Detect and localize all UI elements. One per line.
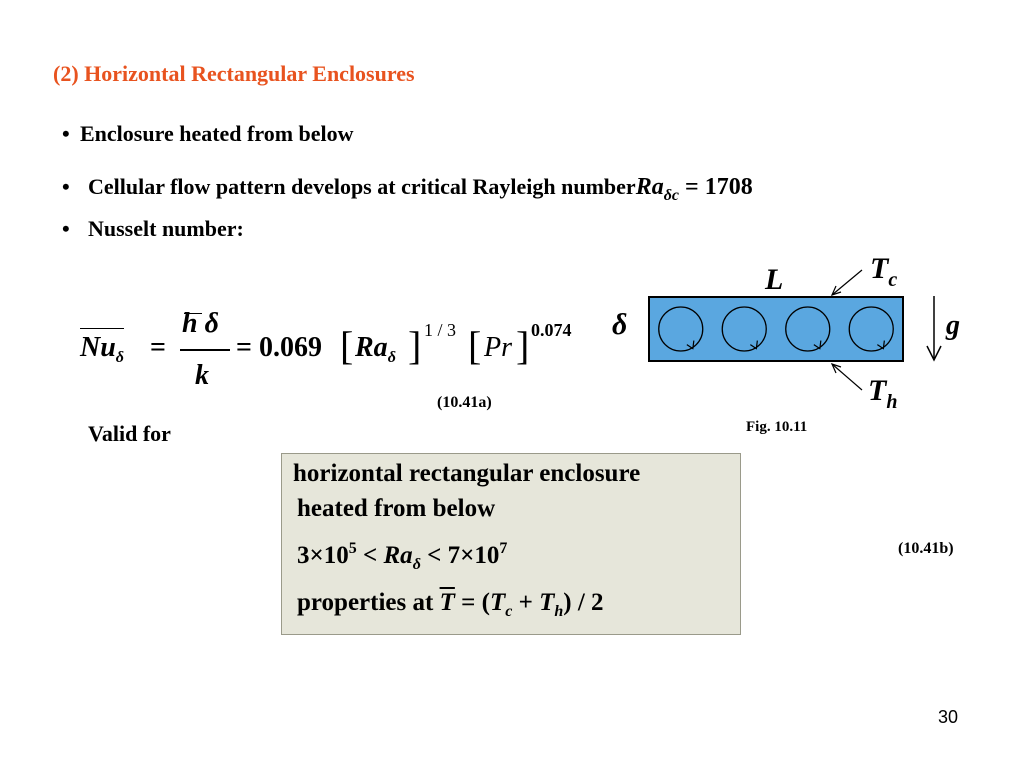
bullet-nusselt xyxy=(62,216,244,242)
bracket-open-ra: [ xyxy=(340,323,354,368)
bullet-marker: • xyxy=(62,121,70,146)
validity-line-heating: heated from below xyxy=(297,495,496,522)
bullet-text: Cellular flow pattern develops at critical Rayleigh number xyxy=(88,174,636,199)
validity-line-properties: properties at $\overline{T} = (T_c + T_h) / 2$ xyxy=(297,589,604,620)
label-th: $T_h$ xyxy=(868,374,898,413)
bullet-marker: • xyxy=(62,216,70,241)
bullet-cellular-flow xyxy=(62,174,753,205)
validity-line-geometry: horizontal rectangular enclosure xyxy=(293,460,641,487)
label-tc: $T_c$ xyxy=(870,252,898,291)
valid-for-label: Valid for xyxy=(88,421,171,446)
bullet-text: Nusselt number: xyxy=(88,216,244,241)
critical-value: = 1708 xyxy=(679,174,753,200)
bullet-marker: • xyxy=(62,174,70,199)
label-length: L xyxy=(765,263,784,296)
figure-caption: Fig. 10.11 xyxy=(746,419,808,435)
bullet-heated-from-below xyxy=(62,121,354,147)
rayleigh-symbol: Ra xyxy=(635,174,664,200)
tc-pointer-line xyxy=(832,270,862,295)
slide-title: (2) Horizontal Rectangular Enclosures xyxy=(53,61,415,86)
bracket-close-ra: ] xyxy=(408,323,422,368)
equation-number-b: (10.41b) xyxy=(898,540,954,557)
label-delta: δ xyxy=(612,308,628,341)
nu-overline xyxy=(80,328,124,329)
th-pointer-line xyxy=(832,364,862,390)
fraction-bar xyxy=(180,349,230,351)
fraction-numerator: h δ xyxy=(182,308,219,339)
coefficient: = 0.069 xyxy=(236,332,322,363)
page-number: 30 xyxy=(938,707,959,727)
rayleigh-subscript: δc xyxy=(663,187,680,204)
enclosure-rectangle xyxy=(649,297,903,361)
label-gravity: g xyxy=(946,310,960,341)
equals-sign-1: = xyxy=(150,332,166,363)
pr-symbol: Pr xyxy=(484,332,512,363)
validity-box xyxy=(281,453,741,635)
nu-symbol: $Nu_\delta$ xyxy=(80,332,124,366)
bracket-open-pr: [ xyxy=(468,323,482,368)
exponent-one-third: 1 / 3 xyxy=(424,320,457,340)
fraction-denominator: k xyxy=(195,360,209,391)
bullet-text: Enclosure heated from below xyxy=(80,121,354,146)
ra-symbol: $Ra_\delta$ xyxy=(355,332,396,366)
bracket-close-pr: ] xyxy=(516,323,530,368)
validity-line-range: $3\times 10^5 < Ra_\delta < 7\times 10^7$ xyxy=(297,540,508,573)
exponent-pr: 0.074 xyxy=(531,320,572,340)
equation-number-a: (10.41a) xyxy=(437,394,492,411)
